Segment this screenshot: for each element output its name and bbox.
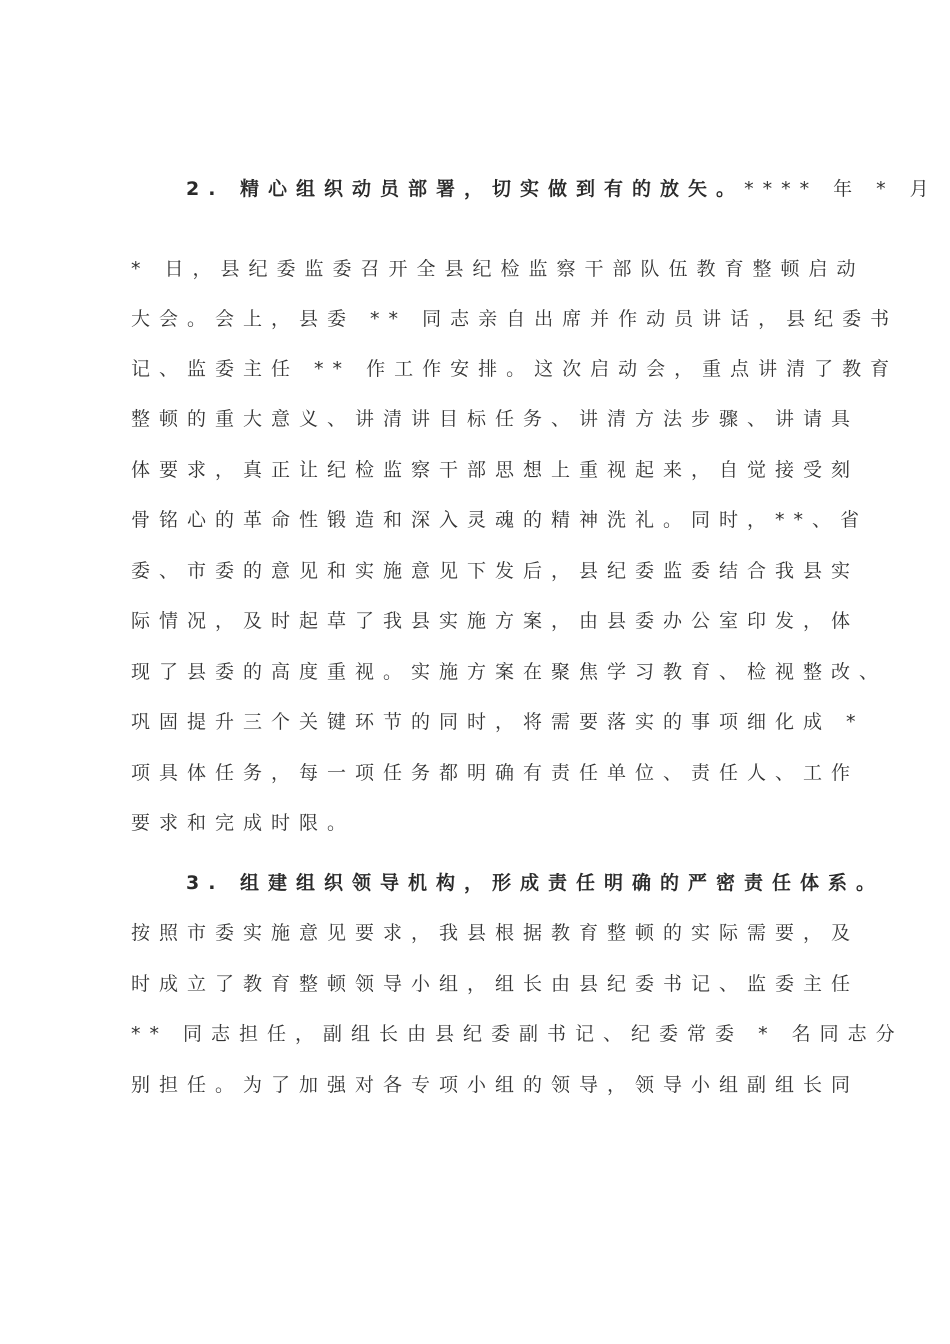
paragraph-3-line-1 <box>186 870 885 896</box>
paragraph-2-line-9: 际情况，及时起草了我县实施方案，由县委办公室印发，体 <box>131 610 860 632</box>
paragraph-2-line-8: 委、市委的意见和实施意见下发后，县纪委监委结合我县实 <box>131 560 860 582</box>
paragraph-2-line-10: 现了县委的高度重视。实施方案在聚焦学习教育、检视整改、 <box>131 661 888 683</box>
paragraph-2-line-4: 记、监委主任 ** 作工作安排。这次启动会，重点讲清了教育 <box>131 358 899 380</box>
paragraph-3-heading: 3. 组建组织领导机构，形成责任明确的严密责任体系。 <box>186 872 885 894</box>
paragraph-3-line-2: 按照市委实施意见要求，我县根据教育整顿的实际需要，及 <box>131 922 860 944</box>
paragraph-3-line-5: 别担任。为了加强对各专项小组的领导，领导小组副组长同 <box>131 1074 860 1096</box>
paragraph-2-line-7: 骨铭心的革命性锻造和深入灵魂的精神洗礼。同时，**、省 <box>131 509 869 531</box>
paragraph-2-line-1 <box>186 176 938 202</box>
paragraph-2-line-12: 项具体任务，每一项任务都明确有责任单位、责任人、工作 <box>131 762 860 784</box>
paragraph-2-line-1-text: **** 年 * 月 <box>744 178 938 200</box>
paragraph-3-line-3: 时成立了教育整顿领导小组，组长由县纪委书记、监委主任 <box>131 973 860 995</box>
paragraph-2-line-13: 要求和完成时限。 <box>131 812 356 834</box>
paragraph-2-line-5: 整顿的重大意义、讲清讲目标任务、讲清方法步骤、讲请具 <box>131 408 860 430</box>
paragraph-2-line-3: 大会。会上，县委 ** 同志亲自出席并作动员讲话，县纪委书 <box>131 308 899 330</box>
paragraph-2-heading: 2. 精心组织动员部署，切实做到有的放矢。 <box>186 178 745 200</box>
paragraph-2-line-11: 巩固提升三个关键环节的同时，将需要落实的事项细化成 * <box>131 711 865 733</box>
paragraph-3-line-4: ** 同志担任，副组长由县纪委副书记、纪委常委 * 名同志分 <box>131 1023 904 1045</box>
paragraph-2-line-6: 体要求，真正让纪检监察干部思想上重视起来，自觉接受刻 <box>131 459 860 481</box>
paragraph-2-line-2: * 日，县纪委监委召开全县纪检监察干部队伍教育整顿启动 <box>131 258 865 280</box>
